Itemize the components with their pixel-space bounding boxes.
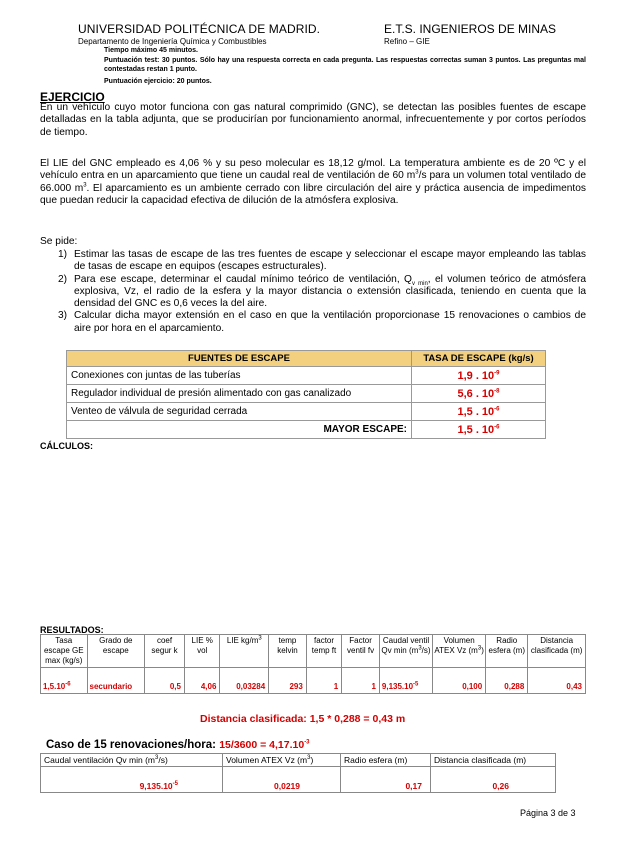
table-row-max: MAYOR ESCAPE: 1,5 . $10^{-6}$ — [67, 421, 546, 439]
question-2: 2) Para ese escape, determinar el caudal mínimo teórico de ventilación, $Q_{v min}$, el volumen teórico de atmósfera explosiva, Vz, el radio de la esfera y la mayor distancia o extensión clasificada, teniendo en cuenta que la densidad del GNC es 0,6 veces la del aire. — [58, 273, 586, 310]
table-header-row: Tasa escape GE max (kg/s) Grado de escape coef segur k LIE % vol LIE $kg/m^3$ temp kelvin factor temp ft Factor ventil fv Caudal ventil Qv $\min (m^3/s)$ Volumen ATEX Vz $(m^3)$ Radio esfera (m) Distancia clasificada (m) — [41, 635, 586, 668]
table-row: Conexiones con juntas de las tuberías 1,9 . $10^{-9}$ — [67, 367, 546, 385]
scoring-test: Puntuación test: 30 puntos. Sólo hay una respuesta correcta en cada pregunta. Las respuestas correctas suman 3 puntos. Las preguntas mal contestadas restan 1 punto. — [104, 57, 586, 73]
se-pide-label: Se pide: — [40, 236, 78, 247]
table-header: TASA DE ESCAPE (kg/s) — [412, 351, 546, 367]
escape-sources-table — [66, 350, 546, 439]
page-number: Página 3 de 3 — [520, 808, 576, 818]
course-name: Refino – GIE — [384, 37, 430, 46]
case-15-title: Caso de 15 renovaciones/hora: $15/3600 = 4,17.10^{-3}$ — [46, 739, 310, 751]
university-name: UNIVERSIDAD POLITÉCNICA DE MADRID. — [78, 22, 321, 36]
scoring-exercise: Puntuación ejercicio: 20 puntos. — [104, 78, 212, 85]
department-name: Departamento de Ingeniería Química y Combustibles — [78, 37, 267, 46]
table-row: $9,135.10^{-5}$ 0,0219 0,17 0,26 — [41, 767, 556, 793]
classified-distance: Distancia clasificada: 1,5 * 0,288 = 0,43 m — [200, 713, 406, 725]
table-header: FUENTES DE ESCAPE — [67, 351, 412, 367]
table-row: Venteo de válvula de seguridad cerrada 1,5 . $10^{-6}$ — [67, 403, 546, 421]
results-label: RESULTADOS: — [40, 625, 104, 635]
question-list — [58, 249, 586, 335]
table-row: $1,5.10^{-6}$ secundario 0,5 4,06 0,03284 293 1 1 $9,135.10^{-5}$ 0,100 0,288 0,43 — [41, 668, 586, 694]
question-1: 1) Estimar las tasas de escape de las tres fuentes de escape y seleccionar el escape mayor empleando las tablas de tasas de escape en equipos (escapes estructurales). — [58, 249, 586, 273]
time-limit: Tiempo máximo 45 minutos. — [104, 47, 199, 54]
school-name: E.T.S. INGENIEROS DE MINAS — [384, 22, 557, 36]
exercise-title: EJERCICIO — [40, 90, 105, 104]
case-15-table — [40, 753, 556, 793]
calculos-label: CÁLCULOS: — [40, 441, 93, 451]
question-3: 3) Calcular dicha mayor extensión en el caso en que la ventilación proporcionase 15 renovaciones o cambios de aire por hora en el aparcamiento. — [58, 310, 586, 334]
exercise-paragraph-1: En un vehículo cuyo motor funciona con gas natural comprimido (GNC), se detectan las posibles fuentes de escape detalladas en la tabla adjunta, que se producirían por funcionamiento anormal, infrecuentemente y por cortos períodos de tiempo. — [40, 102, 586, 138]
table-row: Regulador individual de presión alimentado con gas canalizado 5,6 . $10^{-8}$ — [67, 385, 546, 403]
table-header-row: Caudal ventilación Qv $\min (m^3/s)$ Volumen ATEX Vz $(m^3)$ Radio esfera (m) Distancia clasificada (m) — [41, 754, 556, 767]
exercise-paragraph-2: El LIE del GNC empleado es 4,06 % y su peso molecular es 18,12 g/mol. La temperatura ambiente es de 20 ºC y el vehículo entra en un aparcamiento que tiene un caudal real de ventilación de 60 $m^3/s$ para un volumen total ventilado de 66.000 $m^3$. El aparcamiento es un ambiente cerrado con libre circulación del aire y práctica ausencia de impedimentos que puedan reducir la capacidad efectiva de dilución de la atmósfera explosiva. — [40, 158, 586, 206]
results-table — [40, 634, 586, 694]
